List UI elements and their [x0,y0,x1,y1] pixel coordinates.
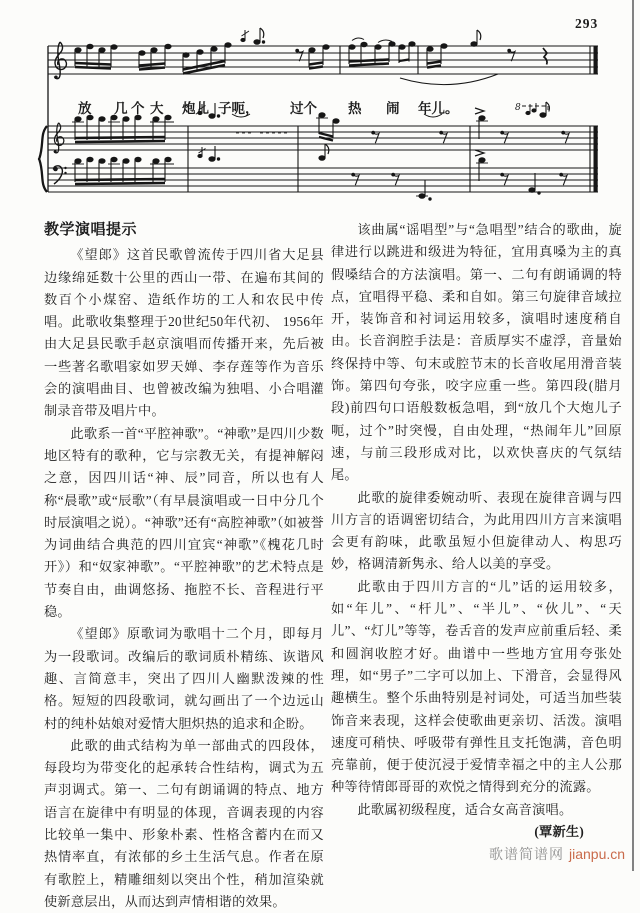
eighth-note [319,144,329,160]
watermark-site-name: 歌谱简谱网 [489,846,564,862]
tie-slur [400,74,498,85]
lyric-syllable: 闹 [386,101,400,116]
right-column [331,219,622,843]
paragraph: 《望郎》这首民歌曾流传于四川省大足县边缘绵延数十公里的西山一带、在遍布其间的数百个小煤窑、造纸作坊的工人和农民中传唱。此歌收集整理于20世纪50年代初、 1956年由大足县民歌手赵京演唱而传播开来，先后被一些著名歌唱家如罗天婵、李存莲等作为音乐会的演唱曲目、也曾被改编为独唱、小合唱灌制录音带及唱片中。 [44,247,324,419]
page-number: 293 [575,16,599,31]
lyric-syllable: 子呃， [218,101,259,116]
note-group [349,38,395,66]
grace-note-figure [526,102,550,117]
accented-note [475,108,488,139]
eighth-note [416,180,431,200]
eighth-rest-icon [560,173,567,185]
lyric-syllable: 几 [114,101,128,116]
grand-staff-brace [39,126,47,192]
quarter-rest-icon [543,48,547,65]
paragraph: 此歌由于四川方言的“儿”话的运用较多，如“年儿”、“杆儿”、“半儿”、“伙儿”、“天儿”、“灯儿”等等，卷舌音的发声应前重后轻、柔和圆润收腔才好。曲谱中一些地方宜用夸张处理，如“男子”二字可以加上、下滑音，会显得风趣横生。整个乐曲特别是衬词处，可适当加些装饰音来表现，这样会使歌曲更亲切、活泼。演唱速度可稍快、呼吸带有弹性且支托饱满，音色明亮靠前，便于使沉浸于爱情幸福之中的主人公那种等待情郎哥哥的欢悦之情得到充分的流露。 [331,578,622,795]
note-group [75,44,117,68]
paragraph: 该曲属“谣唱型”与“急唱型”结合的歌曲，旋律进行以跳进和级进为特征，宜用真嗓为主的真假嗓结合的方法演唱。第一、二句有朗诵调的特点，宜唱得平稳、柔和自如。第三句旋律音域拉开，装饰音和衬词运用较多，演唱时速度稍自由。长音润腔手法是：音质厚实不虚浮，音量始终保持中等、句末或腔节末的长音收尾用滑音装饰。第四句夸张，咬字应重一些。第四段(腊月段)前四句口语般数板急唱，到“放几个大炮儿子呃，过个”时突慢，自由处理，“热闹年儿”回原速，与前三段形成对比，以欢快喜庆的气氛结尾。 [331,222,622,483]
eighth-rest-icon [501,131,508,143]
eighth-note [529,173,540,194]
bass-clef-icon [53,166,66,184]
left-column [44,219,324,913]
note-group [72,115,174,142]
paragraph: 此歌的曲式结构为单一部曲式的四段体，每段均为带变化的起承转合性结构，调式为五声羽调式。第一、二句有朗诵调的特点、地方语言在旋律中有明显的体现，音调表现的内容比较单一集中、形象朴素、性格含蓄内在而又热情率直，有浓郁的乡土生活气息。作者在原有歌腔上，精雕细刻以突出个性，稍加渲染就使新意层出，从而达到声情相谐的效果。 [44,737,324,909]
final-barline-thick [594,126,598,192]
lyric-syllable: 炮儿 [182,101,209,116]
eighth-rest-icon [372,131,379,143]
paragraph: 《望郎》原歌词为歌唱十二个月，即每月为一段歌词。改编后的歌词质朴精练、诙谐风趣、言简意丰，突出了四川人幽默泼辣的性格。短短的四段歌词，就勾画出了一个边远山村的纯朴姑娘对爱情大胆炽热的追求和企盼。 [44,626,324,731]
accented-note [475,150,488,181]
note-group [183,43,231,74]
eighth-rest-icon [392,173,399,185]
grace-note-figure [241,28,265,44]
accent-mark [475,108,484,114]
musical-score [0,0,640,220]
eighth-rest-icon [501,173,508,185]
paragraph: 此歌系一首“平腔神歌”。“神歌”是四川少数地区特有的歌种，它与宗教无关，有提神解闷之意，因四川话“神、辰”同音，所以也有人称“晨歌”或“辰歌”（有早晨演唱或一日中分几个时辰演唱之说）。“神歌”还有“高腔神歌”（如被誉为词曲结合典范的四川宜宾“神歌”《槐花几时开》）和“奴家神歌”。“平腔神歌”的艺术特点是节奏自由，曲调悠扬、拖腔不长、音程进行平稳。 [44,425,324,620]
watermark-site-url: jianpu.cn [569,846,626,862]
section-heading: 教学演唱提示 [44,222,138,238]
lyric-syllable: 大 [150,101,164,116]
accent-mark [475,150,484,156]
note-group [309,45,329,69]
lyric-syllable: 年儿。 [418,101,459,116]
grace-note-figure [198,146,220,161]
eighth-rest-icon [296,49,303,61]
svg-text:8: 8 [515,103,521,113]
paragraph: 此歌属初级程度，适合女高音演唱。 [357,801,573,817]
slur [352,38,364,41]
final-barline-thick [594,46,598,74]
note-group [139,44,171,69]
watermark [489,844,625,864]
eighth-rest-icon [562,131,569,143]
lyric-syllable: 过个 [290,101,317,116]
note-group [427,44,447,68]
ottava-marking [515,103,548,113]
lyric-syllable: 热 [348,101,362,116]
note-group [316,113,339,141]
eighth-note [471,30,481,46]
note-group [72,157,174,184]
lyric-syllable: 放 [78,101,92,116]
eighth-rest-icon [440,131,447,143]
attribution: (覃新生) [534,824,584,840]
eighth-rest-icon [352,173,359,185]
paragraph: 此歌的旋律委婉动听、表现在旋律音调与四川方言的语调密切结合，为此用四川方言来演唱会更有韵味，此歌虽短小但旋律动人、构思巧妙，格调清新隽永、给人以美的享受。 [331,489,622,572]
lyric-syllable: 个 [131,101,145,116]
eighth-rest-icon [508,49,515,61]
